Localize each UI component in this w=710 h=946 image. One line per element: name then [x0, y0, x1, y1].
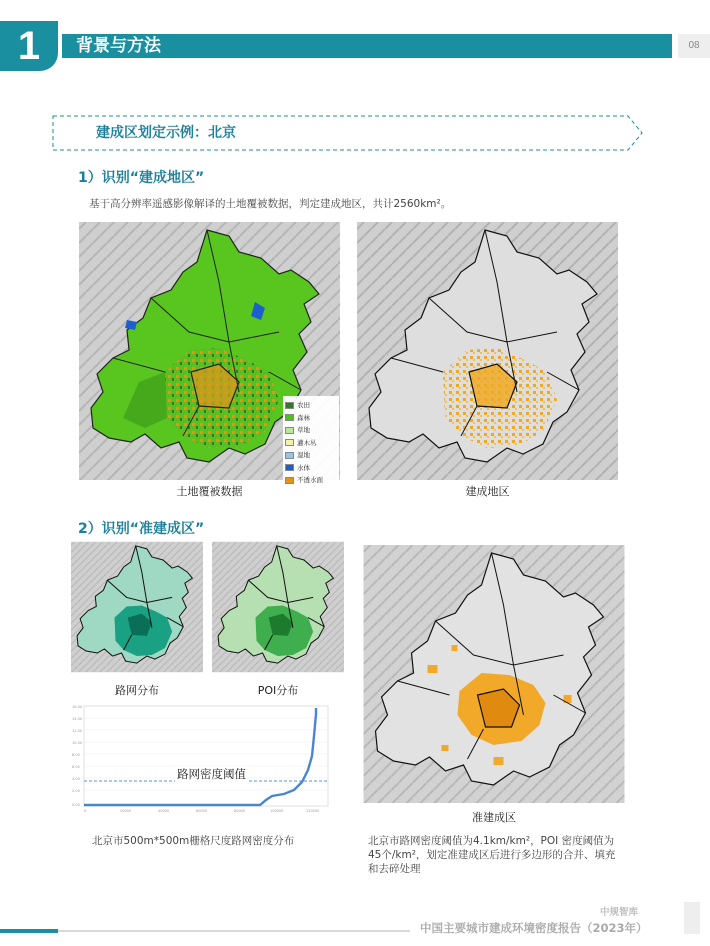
header-bar	[62, 34, 672, 58]
land-cover-legend	[283, 396, 339, 490]
built-up-area-caption: 建成地区	[465, 485, 510, 498]
legend-swatch	[285, 414, 294, 421]
legend-item	[285, 437, 337, 450]
road-network-map	[71, 541, 203, 673]
quasi-built-up-map	[361, 545, 627, 803]
svg-text:2.00: 2.00	[72, 789, 80, 793]
built-up-area-map	[357, 222, 618, 480]
page-title: 背景与方法	[76, 36, 161, 56]
footer-divider	[58, 930, 410, 932]
svg-text:14.00: 14.00	[72, 717, 83, 721]
legend-swatch	[285, 477, 294, 484]
svg-text:60000: 60000	[196, 809, 208, 813]
section-banner-title: 建成区划定示例：北京	[96, 125, 236, 141]
legend-label: 湿地	[297, 451, 310, 460]
quasi-built-up-note: 北京市路网密度阈值为4.1km/km²，POI 密度阈值为45个/km²，划定准建成区后进行多边形的合并、填充和去碎处理	[368, 835, 616, 875]
legend-item	[285, 412, 337, 425]
legend-item	[285, 462, 337, 475]
svg-text:6.00: 6.00	[72, 765, 80, 769]
legend-label: 草地	[297, 426, 310, 435]
svg-text:40000: 40000	[158, 809, 170, 813]
footer-tab	[684, 902, 700, 934]
svg-text:16.00: 16.00	[72, 705, 83, 709]
svg-text:120000: 120000	[306, 809, 320, 813]
road-density-chart	[70, 700, 332, 818]
legend-label: 水体	[297, 463, 310, 472]
legend-swatch	[285, 439, 294, 446]
poi-caption: POI分布	[257, 684, 299, 697]
svg-text:100000: 100000	[270, 809, 284, 813]
poi-map	[212, 541, 344, 673]
svg-text:20000: 20000	[120, 809, 132, 813]
legend-label: 不透水面	[297, 476, 323, 485]
svg-text:12.00: 12.00	[72, 729, 83, 733]
legend-swatch	[285, 464, 294, 471]
part1-heading: 1）识别“建成地区”	[78, 170, 205, 186]
svg-text:10.00: 10.00	[72, 741, 83, 745]
legend-swatch	[285, 427, 294, 434]
legend-item	[285, 399, 337, 412]
svg-text:80000: 80000	[234, 809, 246, 813]
footer-brand: 中规智库	[600, 907, 639, 918]
part2-heading: 2）识别“准建成区”	[78, 521, 205, 537]
footer-accent-bar	[0, 929, 58, 933]
chapter-number: 1	[0, 21, 58, 71]
svg-text:0: 0	[84, 809, 87, 813]
page-number: 08	[678, 34, 710, 58]
svg-text:4.00: 4.00	[72, 777, 80, 781]
land-cover-caption: 土地覆被数据	[176, 485, 243, 498]
part1-description: 基于高分辨率遥感影像解译的土地覆被数据，判定建成地区，共计2560km²。	[89, 198, 452, 210]
legend-item	[285, 424, 337, 437]
legend-swatch	[285, 452, 294, 459]
svg-text:0.00: 0.00	[72, 803, 80, 807]
legend-label: 农田	[297, 401, 310, 410]
legend-swatch	[285, 402, 294, 409]
legend-label: 灌木丛	[297, 438, 317, 447]
legend-item	[285, 449, 337, 462]
legend-label: 森林	[297, 413, 310, 422]
road-density-threshold-label: 路网密度阈值	[177, 767, 246, 781]
svg-text:8.00: 8.00	[72, 753, 80, 757]
road-density-chart-caption: 北京市500m*500m栅格尺度路网密度分布	[92, 835, 295, 847]
section-banner	[52, 115, 644, 151]
road-network-caption: 路网分布	[115, 684, 159, 697]
quasi-built-up-caption: 准建成区	[472, 811, 516, 824]
footer-report-title: 中国主要城市建成环境密度报告（2023年）	[420, 921, 648, 935]
